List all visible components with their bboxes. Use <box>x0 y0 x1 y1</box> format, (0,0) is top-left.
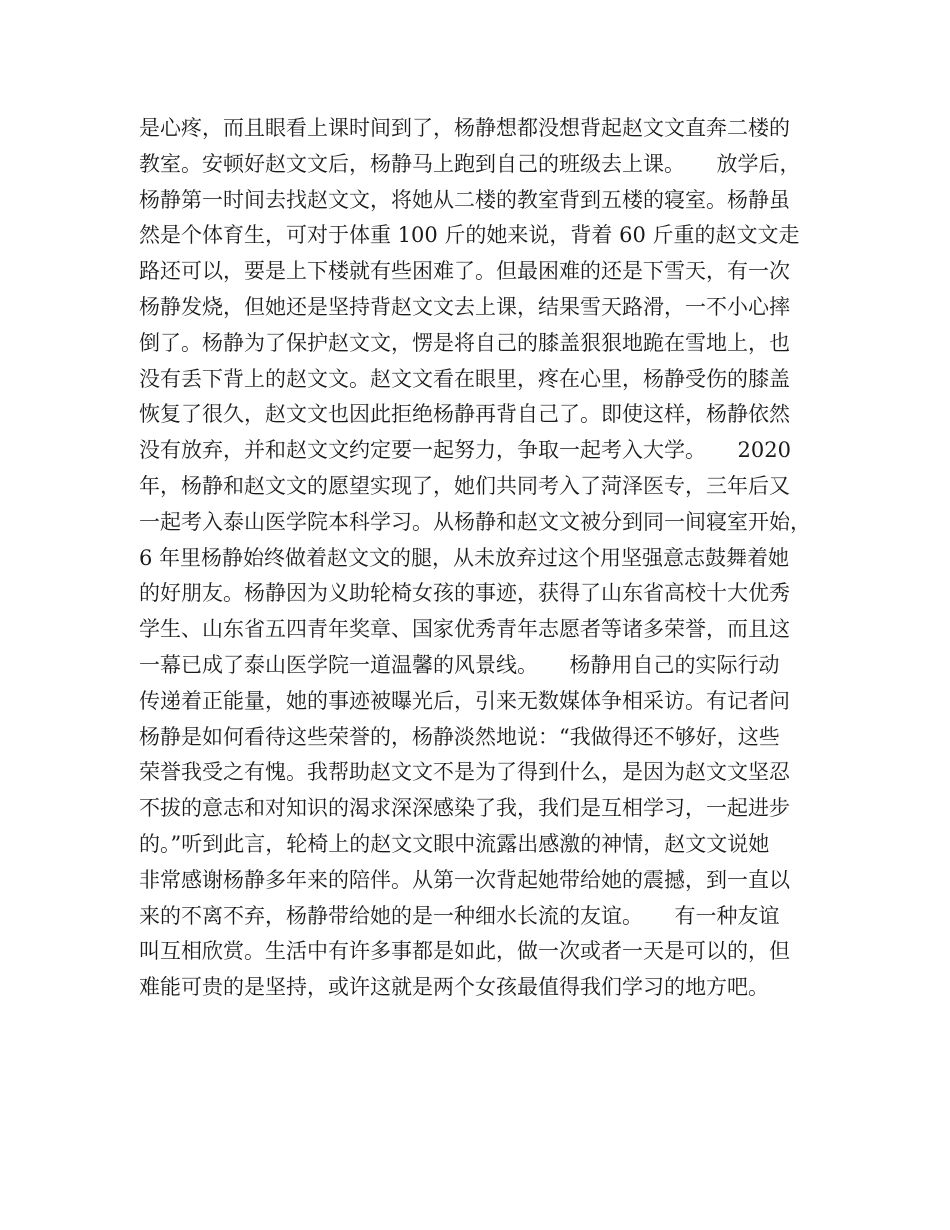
text-line-6: 杨静发烧，但她还是坚持背赵文文去上课，结果雪天路滑，一不小心摔 <box>139 294 790 319</box>
text-line-16: 一幕已成了泰山医学院一道温馨的风景线。 杨静用自己的实际行动 <box>139 652 780 677</box>
text-line-11: 年，杨静和赵文文的愿望实现了，她们共同考入了菏泽医专，三年后又 <box>139 473 790 498</box>
text-line-23: 来的不离不弃，杨静带给她的是一种细水长流的友谊。 有一种友谊 <box>139 903 780 928</box>
text-line-10: 没有放弃，并和赵文文约定要一起努力，争取一起考入大学。 2020 <box>139 438 791 463</box>
text-line-5: 路还可以，要是上下楼就有些困难了。但最困难的还是下雪天，有一次 <box>139 259 790 284</box>
text-line-19: 荣誉我受之有愧。我帮助赵文文不是为了得到什么，是因为赵文文坚忍 <box>139 760 790 785</box>
text-line-25: 难能可贵的是坚持，或许这就是两个女孩最值得我们学习的地方吧。 <box>139 975 769 1000</box>
text-line-7: 倒了。杨静为了保护赵文文，愣是将自己的膝盖狠狠地跪在雪地上，也 <box>139 330 790 355</box>
text-line-20: 不拔的意志和对知识的渴求深深感染了我，我们是互相学习，一起进步 <box>139 796 790 821</box>
text-line-2: 教室。安顿好赵文文后，杨静马上跑到自己的班级去上课。 放学后， <box>139 151 801 176</box>
text-line-17: 传递着正能量，她的事迹被曝光后，引来无数媒体争相采访。有记者问 <box>139 688 790 713</box>
text-line-18: 杨静是如何看待这些荣誉的，杨静淡然地说：“我做得还不够好，这些 <box>139 724 780 749</box>
text-line-12: 一起考入泰山医学院本科学习。从杨静和赵文文被分到同一间寝室开始， <box>139 509 811 534</box>
text-line-8: 没有丢下背上的赵文文。赵文文看在眼里，疼在心里，杨静受伤的膝盖 <box>139 366 790 391</box>
text-line-21: 的。”听到此言，轮椅上的赵文文眼中流露出感激的神情，赵文文说她 <box>139 831 770 856</box>
text-line-4: 然是个体育生，可对于体重 100 斤的她来说，背着 60 斤重的赵文文走 <box>139 223 800 248</box>
text-line-22: 非常感谢杨静多年来的陪伴。从第一次背起她带给她的震撼，到一直以 <box>139 867 790 892</box>
body-text <box>139 111 815 1006</box>
text-line-14: 的好朋友。杨静因为义助轮椅女孩的事迹，获得了山东省高校十大优秀 <box>139 581 790 606</box>
text-line-15: 学生、山东省五四青年奖章、国家优秀青年志愿者等诸多荣誉，而且这 <box>139 617 790 642</box>
text-line-24: 叫互相欣赏。生活中有许多事都是如此，做一次或者一天是可以的，但 <box>139 939 790 964</box>
text-line-3: 杨静第一时间去找赵文文，将她从二楼的教室背到五楼的寝室。杨静虽 <box>139 187 790 212</box>
text-line-13: 6 年里杨静始终做着赵文文的腿，从未放弃过这个用坚强意志鼓舞着她 <box>139 545 790 570</box>
text-line-9: 恢复了很久，赵文文也因此拒绝杨静再背自己了。即使这样，杨静依然 <box>139 402 790 427</box>
text-line-1: 是心疼，而且眼看上课时间到了，杨静想都没想背起赵文文直奔二楼的 <box>139 116 790 140</box>
